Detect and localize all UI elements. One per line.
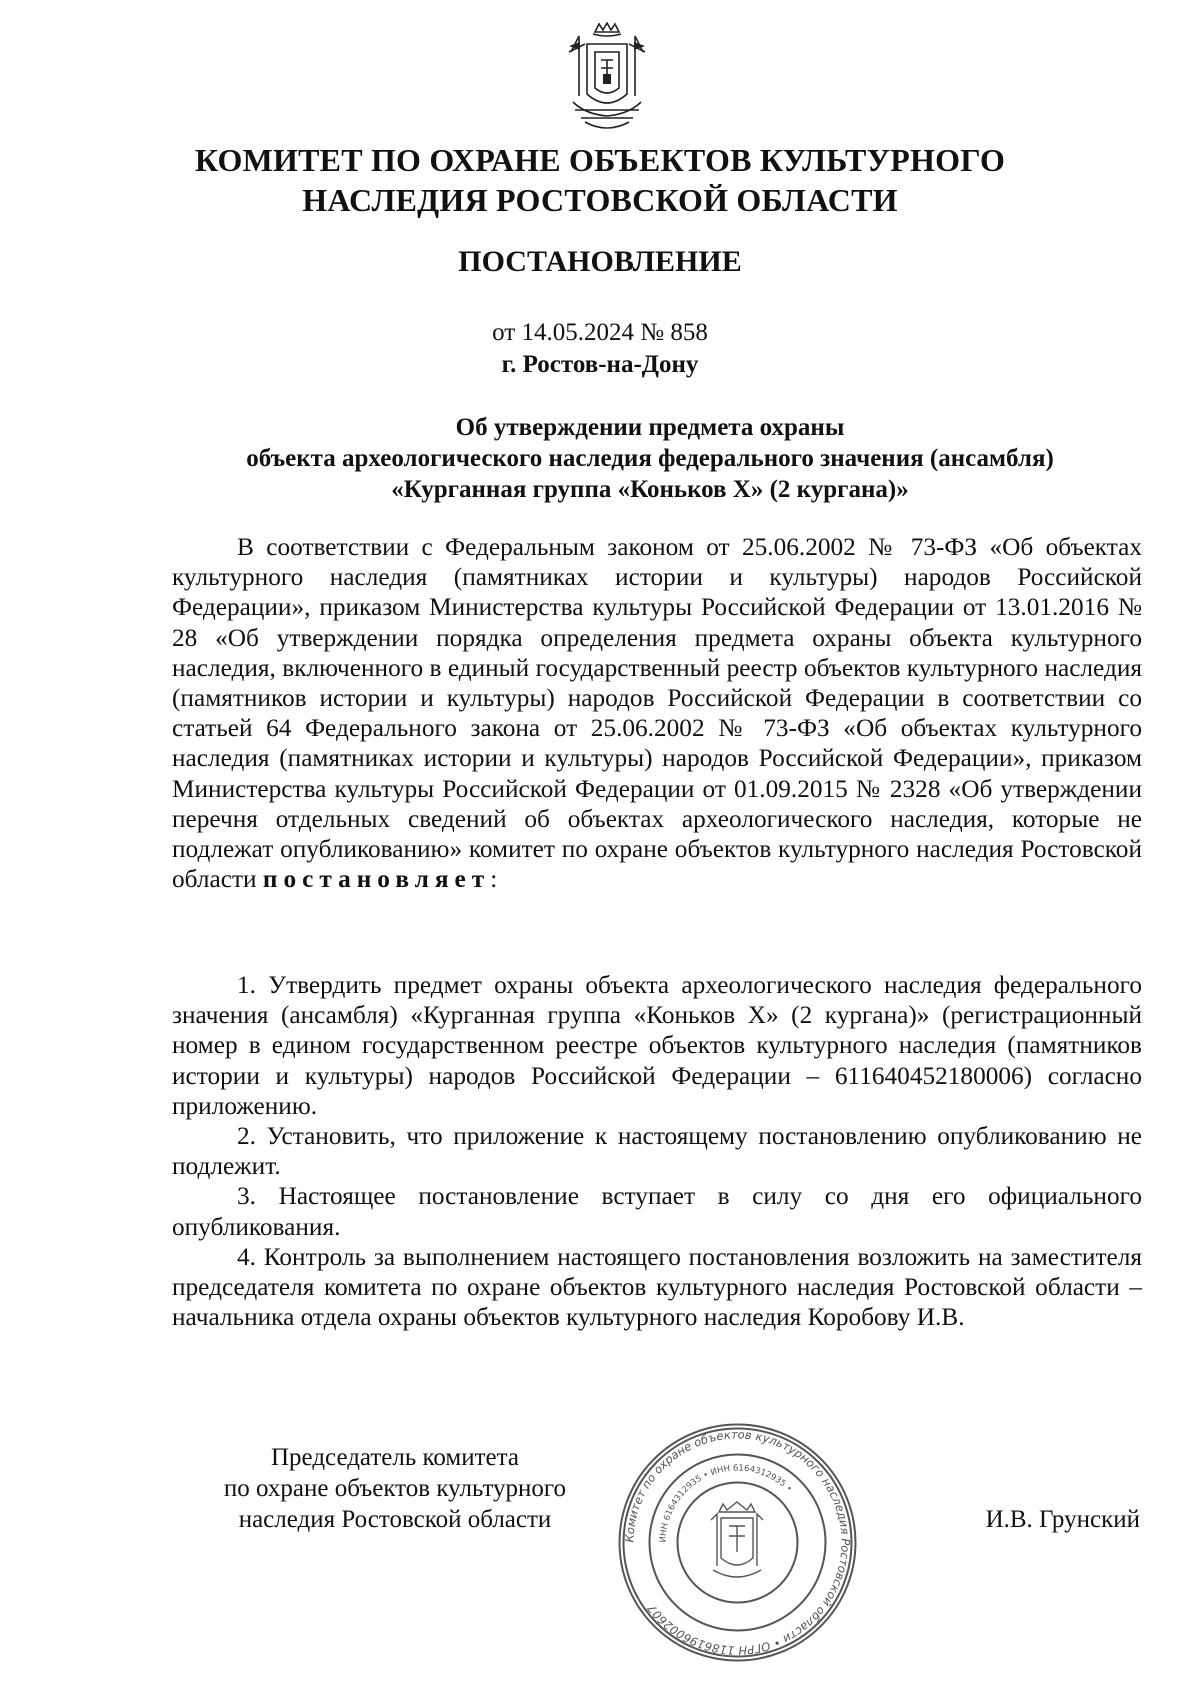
document-date-number: от 14.05.2024 № 858 [492, 319, 708, 346]
preamble [172, 532, 1142, 894]
document-city: г. Ростов-на-Дону [501, 351, 699, 378]
preamble-paragraph [172, 532, 1142, 894]
resolution-item-2: 2. Установить, что приложение к настоящему постановлению опубликованию не подлежит. [172, 1122, 1142, 1181]
official-stamp [615, 1420, 860, 1665]
signatory-title [190, 1442, 600, 1535]
document-type: ПОСТАНОВЛЕНИЕ [458, 245, 742, 278]
resolution-item-1: 1. Утвердить предмет охраны объекта археологического наследия федерального значения (ансамбля) «Курганная группа «Коньков Х» (2 кургана)» (регистрационный номер в едином государственном реестре объектов культурного наследия (памятников истории и культуры) народов Российской Федерации – 611640452180006) согласно приложению. [172, 971, 1142, 1120]
subject-line-2: объекта археологического наследия федерального значения (ансамбля) [246, 445, 1054, 472]
subject-line-1: Об утверждении предмета охраны [455, 414, 845, 441]
resolution-item-3: 3. Настоящее постановление вступает в силу со дня его официального опубликования. [172, 1182, 1142, 1241]
resolution-item-4: 4. Контроль за выполнением настоящего постановления возложить на заместителя председателя комитета по охране объектов культурного наследия Ростовской области – начальника отдела охраны объектов культурного наследия Коробову И.В. [172, 1242, 1142, 1332]
organization-title [0, 140, 1200, 220]
organization-title-line-1: КОМИТЕТ ПО ОХРАНЕ ОБЪЕКТОВ КУЛЬТУРНОГО [194, 142, 1006, 178]
signatory-title-line-3: наследия Ростовской области [238, 1506, 552, 1533]
signatory-name: И.В. Грунский [985, 1506, 1140, 1533]
stamp-outer-text: Комитет по охране объектов культурного наследия Ростовской области • ОГРН 1186196002607 [622, 1427, 853, 1658]
preamble-text: В соответствии с Федеральным законом от 25.06.2002 № 73-ФЗ «Об объектах культурного наследия (памятниках истории и культуры) народов Российской Федерации», приказом Министерства культуры Российской Федерации от 13.01.2016 № 28 «Об утверждении порядка определения предмета охраны объекта культурного наследия, включенного в единый государственный реестр объектов культурного наследия (памятников истории и культуры) народов Российской Федерации в соответствии со статьей 64 Федерального закона от 25.06.2002 № 73-ФЗ «Об объектах культурного наследия (памятниках истории и культуры) народов Российской Федерации», приказом Министерства культуры Российской Федерации от 01.09.2015 № 2328 «Об утверждении перечня отдельных сведений об объектах археологического наследия, которые не подлежат опубликованию» комитет по охране объектов культурного наследия Ростовской области [172, 533, 1142, 894]
subject-line-3: «Курганная группа «Коньков Х» (2 кургана)» [391, 476, 909, 503]
resolution-items [172, 970, 1142, 1332]
signatory-title-line-1: Председатель комитета [271, 1444, 519, 1471]
coat-of-arms-emblem [565, 22, 649, 138]
signatory-title-line-2: по охране объектов культурного [223, 1475, 567, 1502]
stamp-inner-text: ИНН 6164312935 • ИНН 6164312935 • [658, 1463, 794, 1543]
resolve-colon: : [490, 865, 498, 894]
document-subject [170, 412, 1130, 505]
resolve-verb: постановляет [262, 865, 491, 894]
organization-title-line-2: НАСЛЕДИЯ РОСТОВСКОЙ ОБЛАСТИ [302, 182, 898, 218]
